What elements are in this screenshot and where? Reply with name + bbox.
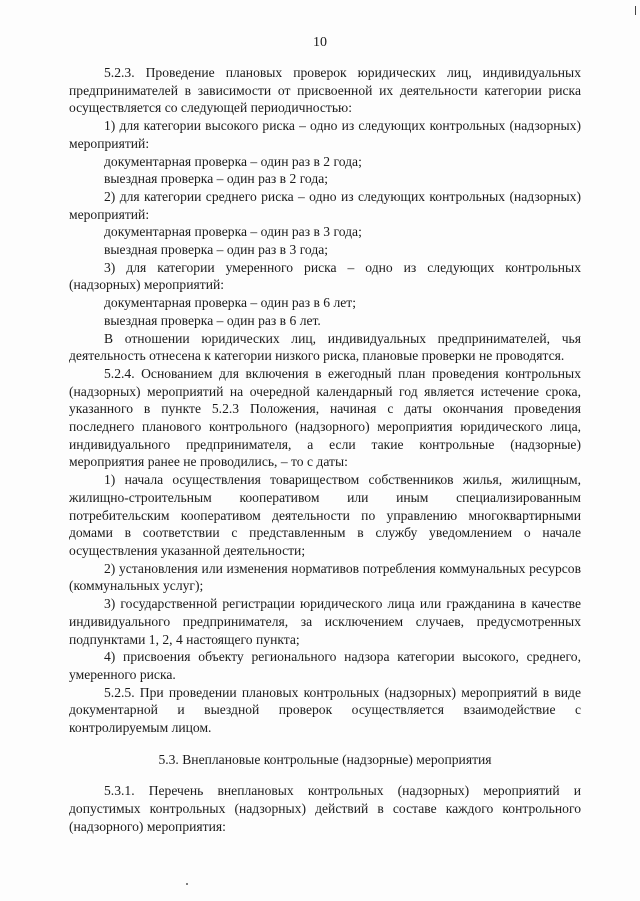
item-moderate-risk-onsite: выездная проверка – один раз в 6 лет.	[104, 312, 321, 328]
item-high-risk-onsite: выездная проверка – один раз в 2 года;	[104, 171, 329, 187]
item-moderate-risk-documentary: документарная проверка – один раз в 6 лет;	[104, 295, 357, 311]
item-medium-risk-documentary: документарная проверка – один раз в 3 года;	[104, 224, 362, 240]
item-high-risk: 1) для категории высокого риска – одно из следующих контрольных (надзорных) мероприятий:	[69, 118, 581, 151]
paragraph-5-2-4: 5.2.4. Основанием для включения в ежегодный план проведения контрольных (надзорных) мероприятий на очередной календарный год является истечение срока, указанного в пункте 5.2.3 Положения, начиная с даты окончания проведения последнего планового контрольного (надзорного) мероприятия юридического лица, индивидуального предпринимателя, а если такие контрольные (надзорные) мероприятия ранее не проводились, – то с даты:	[69, 365, 581, 470]
scan-dot	[186, 883, 188, 885]
section-heading: 5.3. Внеплановые контрольные (надзорные) мероприятия	[158, 751, 492, 767]
page-number: 10	[313, 35, 327, 50]
item-5-2-4-2: 2) установления или изменения нормативов потребления коммунальных ресурсов (коммунальных услуг);	[69, 560, 581, 594]
item-5-2-4-3: 3) государственной регистрации юридического лица или гражданина в качестве индивидуального предпринимателя, за исключением случаев, предусмотренных подпунктами 1, 2, 4 настоящего пункта;	[69, 596, 581, 647]
item-high-risk-documentary: документарная проверка – один раз в 2 года;	[104, 153, 362, 169]
item-5-2-4-1: 1) начала осуществления товариществом собственников жилья, жилищным, жилищно-строительным кооперативом или иным специализированным потребительским кооперативом деятельности по управлению многоквартирными домами в соответствии с представленным в службу уведомлением о начале осуществления указанной деятельности;	[69, 472, 581, 558]
paragraph-5-2-5: 5.2.5. При проведении плановых контрольных (надзорных) мероприятий в виде документарной и выездной проверок осуществляется взаимодействие с контролируемым лицом.	[69, 684, 581, 736]
paragraph-5-3-1: 5.3.1. Перечень внеплановых контрольных (надзорных) мероприятий и допустимых контрольных (надзорных) действий в составе каждого контрольного (надзорного) мероприятия:	[69, 783, 581, 834]
document-body	[69, 64, 581, 836]
scan-mark	[635, 6, 636, 15]
item-medium-risk-onsite: выездная проверка – один раз в 3 года;	[104, 242, 329, 258]
item-moderate-risk: 3) для категории умеренного риска – одно из следующих контрольных (надзорных) мероприятий:	[69, 259, 581, 293]
item-5-2-4-4: 4) присвоения объекту регионального надзора категории высокого, среднего, умеренного риска.	[69, 649, 581, 682]
paragraph-low-risk: В отношении юридических лиц, индивидуальных предпринимателей, чья деятельность отнесена к категории низкого риска, плановые проверки не проводятся.	[69, 330, 581, 364]
paragraph-5-2-3: 5.2.3. Проведение плановых проверок юридических лиц, индивидуальных предпринимателей в зависимости от присвоенной их деятельности категории риска осуществляется со следующей периодичностью:	[69, 65, 581, 116]
item-medium-risk: 2) для категории среднего риска – одно из следующих контрольных (надзорных) мероприятий:	[69, 188, 581, 222]
